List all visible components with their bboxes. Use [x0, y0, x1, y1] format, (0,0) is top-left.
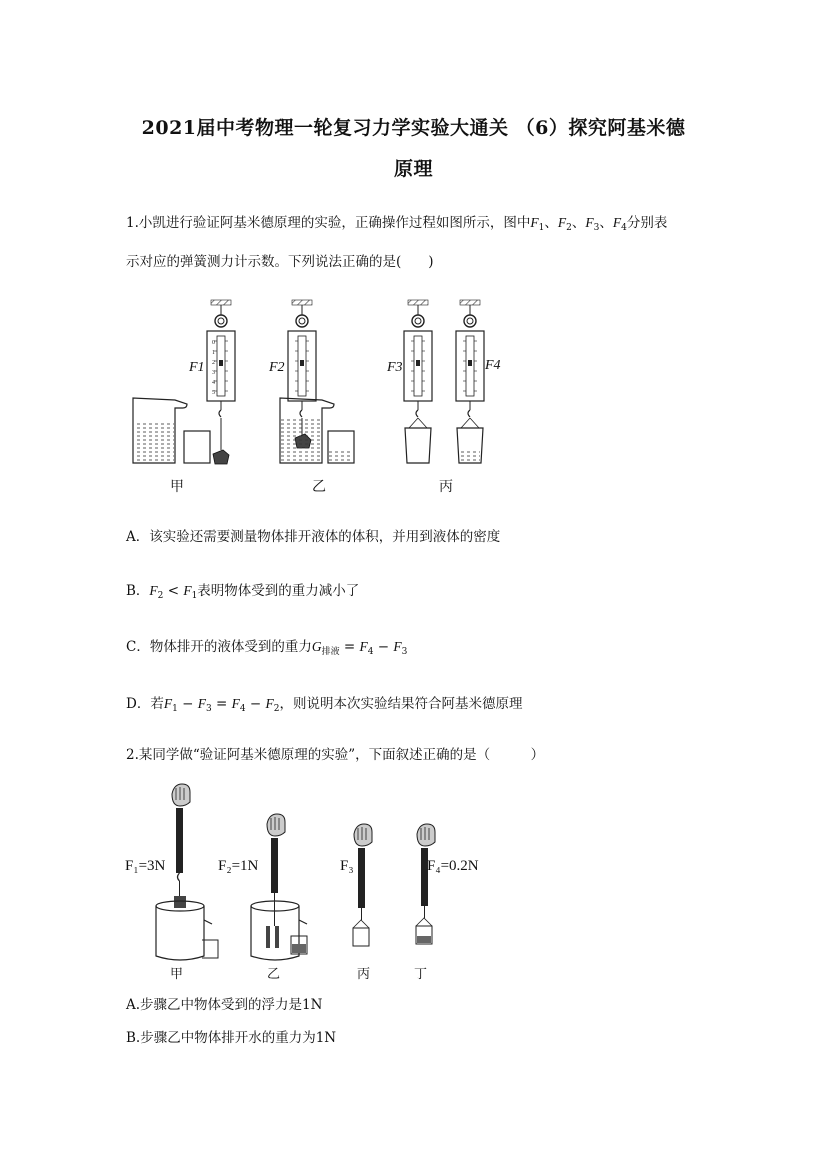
- figure-bing-f3: [404, 300, 432, 463]
- panel-label-bing: 丙: [439, 480, 453, 495]
- figure-bing-f4: [456, 300, 484, 463]
- panel-label-yi: 乙: [312, 480, 326, 495]
- q2-option-b: B.步骤乙中物体排开水的重力为1N: [126, 1030, 337, 1046]
- force-label-f1: F1: [189, 360, 205, 375]
- q2-label-f2: F₂=1N: [218, 858, 259, 874]
- svg-text:1: 1: [212, 350, 215, 356]
- q1-figure: [125, 298, 501, 503]
- empty-beaker: [405, 428, 431, 463]
- page-title-line2: 原理: [393, 158, 433, 180]
- svg-text:4: 4: [212, 380, 215, 386]
- q2-label-f3: F₃: [340, 858, 354, 874]
- q2-panel-yi: 乙: [267, 966, 281, 981]
- q2-label-f4: F₄=0.2N: [427, 858, 479, 874]
- figure-jia: [133, 300, 235, 464]
- q2-panel-jia: 甲: [170, 966, 184, 981]
- force-label-f2: F2: [269, 360, 285, 375]
- svg-text:5: 5: [212, 390, 215, 396]
- q1-option-a: A．该实验还需要测量物体排开液体的体积，并用到液体的密度: [126, 529, 501, 545]
- q2-stem: 2.某同学做“验证阿基米德原理的实验”，下面叙述正确的是（ ）: [126, 747, 545, 763]
- q1-option-b: B．$F_2 < F_1$表明物体受到的重力减小了: [126, 583, 360, 601]
- svg-text:0: 0: [212, 340, 215, 346]
- figure-yi: [280, 300, 354, 463]
- q1-stem-line1: 1.小凯进行验证阿基米德原理的实验，正确操作过程如图所示，图中$F_1$、$F_2$、$F_3$、$F_4$分别表: [126, 215, 668, 233]
- q1-option-d: D．若$F_1 - F_3 = F_4 - F_2$，则说明本次实验结果符合阿基米德原理: [126, 696, 523, 714]
- q2-panel-ding: 丁: [414, 966, 428, 981]
- q2-figure-bing: [353, 824, 372, 946]
- svg-text:3: 3: [212, 370, 215, 376]
- q2-panel-bing: 丙: [357, 966, 371, 981]
- force-label-f3: F3: [387, 360, 403, 375]
- q2-option-a: A.步骤乙中物体受到的浮力是1N: [126, 997, 323, 1013]
- q2-figure-ding: [416, 824, 435, 944]
- page-title: 2021届中考物理一轮复习力学实验大通关 （6）探究阿基米德: [141, 117, 686, 139]
- svg-text:2: 2: [212, 360, 215, 366]
- q1-stem-line2: 示对应的弹簧测力计示数。下列说法正确的是( ): [126, 254, 434, 270]
- force-label-f4: F4: [485, 358, 501, 373]
- q2-figure: [125, 778, 505, 990]
- object-block: [213, 450, 229, 464]
- q1-option-c: C．物体排开的液体受到的重力$G_{排液} = F_4 - F_3$: [126, 639, 408, 657]
- small-beaker: [184, 431, 210, 463]
- panel-label-jia: 甲: [170, 480, 184, 495]
- q2-label-f1: F₁=3N: [125, 858, 166, 874]
- q2-figure-yi: [251, 814, 307, 960]
